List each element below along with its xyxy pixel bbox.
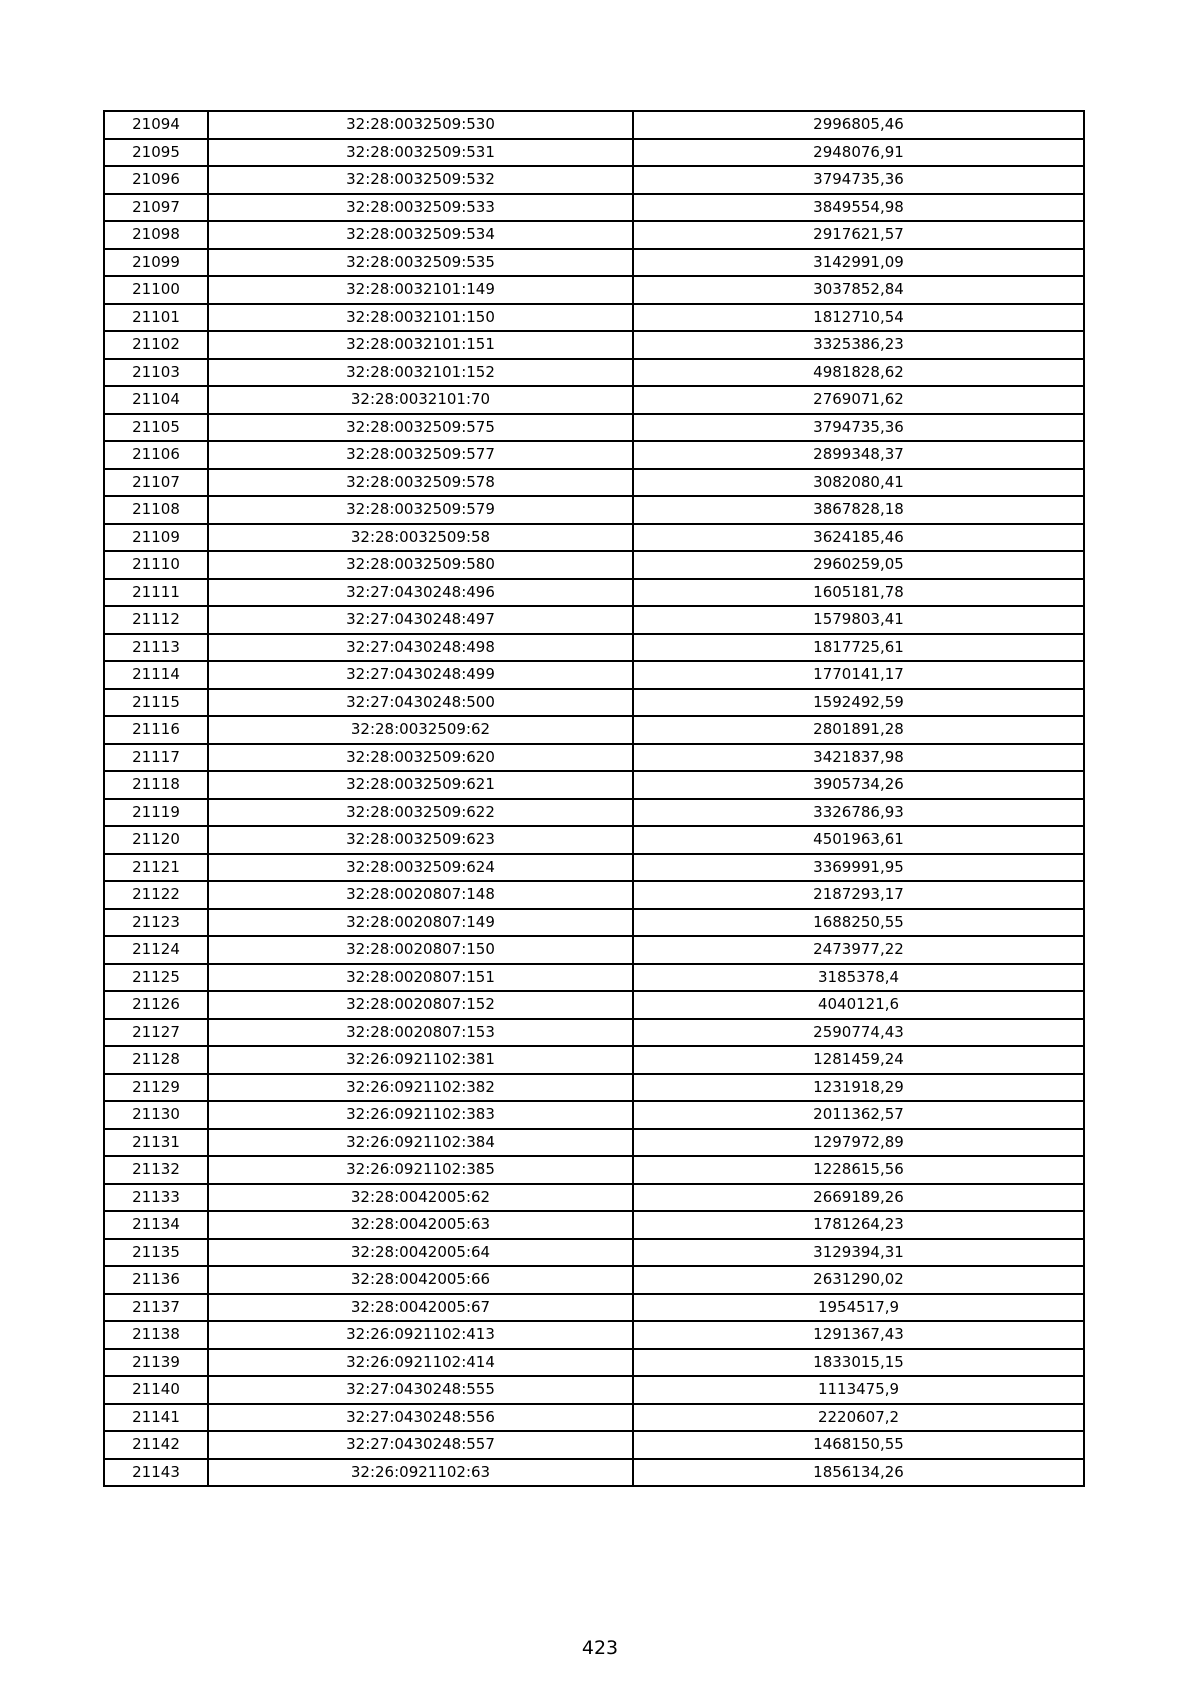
value-cell: 1770141,17 bbox=[633, 661, 1084, 689]
value-cell: 3037852,84 bbox=[633, 276, 1084, 304]
table-row bbox=[104, 689, 1084, 717]
value-cell: 1291367,43 bbox=[633, 1321, 1084, 1349]
table-row bbox=[104, 936, 1084, 964]
cadastral-number-cell: 32:28:0042005:63 bbox=[208, 1211, 633, 1239]
cadastral-number-cell: 32:28:0032509:579 bbox=[208, 496, 633, 524]
row-number-cell: 21116 bbox=[104, 716, 208, 744]
cadastral-number-cell: 32:28:0032509:622 bbox=[208, 799, 633, 827]
cadastral-number-cell: 32:27:0430248:557 bbox=[208, 1431, 633, 1459]
row-number-cell: 21108 bbox=[104, 496, 208, 524]
value-cell: 2473977,22 bbox=[633, 936, 1084, 964]
cadastral-number-cell: 32:26:0921102:63 bbox=[208, 1459, 633, 1487]
table-row bbox=[104, 276, 1084, 304]
row-number-cell: 21117 bbox=[104, 744, 208, 772]
row-number-cell: 21119 bbox=[104, 799, 208, 827]
row-number-cell: 21106 bbox=[104, 441, 208, 469]
cadastral-number-cell: 32:28:0032509:623 bbox=[208, 826, 633, 854]
cadastral-number-cell: 32:26:0921102:385 bbox=[208, 1156, 633, 1184]
cadastral-value-table bbox=[103, 110, 1085, 1487]
table-row bbox=[104, 991, 1084, 1019]
table-row bbox=[104, 221, 1084, 249]
row-number-cell: 21137 bbox=[104, 1294, 208, 1322]
value-cell: 1592492,59 bbox=[633, 689, 1084, 717]
cadastral-number-cell: 32:28:0032509:620 bbox=[208, 744, 633, 772]
value-cell: 3326786,93 bbox=[633, 799, 1084, 827]
row-number-cell: 21104 bbox=[104, 386, 208, 414]
table-row bbox=[104, 1046, 1084, 1074]
value-cell: 1812710,54 bbox=[633, 304, 1084, 332]
value-cell: 1833015,15 bbox=[633, 1349, 1084, 1377]
value-cell: 3325386,23 bbox=[633, 331, 1084, 359]
row-number-cell: 21112 bbox=[104, 606, 208, 634]
cadastral-number-cell: 32:28:0032509:580 bbox=[208, 551, 633, 579]
table-row bbox=[104, 964, 1084, 992]
value-cell: 1579803,41 bbox=[633, 606, 1084, 634]
cadastral-number-cell: 32:26:0921102:383 bbox=[208, 1101, 633, 1129]
row-number-cell: 21110 bbox=[104, 551, 208, 579]
row-number-cell: 21114 bbox=[104, 661, 208, 689]
value-cell: 4981828,62 bbox=[633, 359, 1084, 387]
value-cell: 1113475,9 bbox=[633, 1376, 1084, 1404]
value-cell: 1817725,61 bbox=[633, 634, 1084, 662]
cadastral-number-cell: 32:27:0430248:497 bbox=[208, 606, 633, 634]
row-number-cell: 21130 bbox=[104, 1101, 208, 1129]
row-number-cell: 21120 bbox=[104, 826, 208, 854]
value-cell: 2996805,46 bbox=[633, 111, 1084, 139]
row-number-cell: 21143 bbox=[104, 1459, 208, 1487]
row-number-cell: 21100 bbox=[104, 276, 208, 304]
row-number-cell: 21105 bbox=[104, 414, 208, 442]
row-number-cell: 21103 bbox=[104, 359, 208, 387]
cadastral-number-cell: 32:28:0032509:575 bbox=[208, 414, 633, 442]
row-number-cell: 21126 bbox=[104, 991, 208, 1019]
value-cell: 1605181,78 bbox=[633, 579, 1084, 607]
cadastral-number-cell: 32:26:0921102:414 bbox=[208, 1349, 633, 1377]
cadastral-number-cell: 32:28:0032509:58 bbox=[208, 524, 633, 552]
row-number-cell: 21109 bbox=[104, 524, 208, 552]
value-cell: 1688250,55 bbox=[633, 909, 1084, 937]
cadastral-number-cell: 32:28:0042005:67 bbox=[208, 1294, 633, 1322]
cadastral-number-cell: 32:28:0032509:624 bbox=[208, 854, 633, 882]
table-row bbox=[104, 441, 1084, 469]
value-cell: 2220607,2 bbox=[633, 1404, 1084, 1432]
row-number-cell: 21107 bbox=[104, 469, 208, 497]
table-body bbox=[104, 111, 1084, 1486]
cadastral-number-cell: 32:28:0032509:530 bbox=[208, 111, 633, 139]
cadastral-number-cell: 32:26:0921102:384 bbox=[208, 1129, 633, 1157]
value-cell: 2917621,57 bbox=[633, 221, 1084, 249]
row-number-cell: 21128 bbox=[104, 1046, 208, 1074]
value-cell: 2899348,37 bbox=[633, 441, 1084, 469]
table-row bbox=[104, 111, 1084, 139]
row-number-cell: 21122 bbox=[104, 881, 208, 909]
value-cell: 1468150,55 bbox=[633, 1431, 1084, 1459]
table-row bbox=[104, 359, 1084, 387]
table-row bbox=[104, 579, 1084, 607]
value-cell: 3142991,09 bbox=[633, 249, 1084, 277]
value-cell: 3421837,98 bbox=[633, 744, 1084, 772]
table-row bbox=[104, 1294, 1084, 1322]
cadastral-number-cell: 32:28:0032509:578 bbox=[208, 469, 633, 497]
table-row bbox=[104, 139, 1084, 167]
cadastral-number-cell: 32:27:0430248:499 bbox=[208, 661, 633, 689]
value-cell: 3794735,36 bbox=[633, 166, 1084, 194]
table-row bbox=[104, 1156, 1084, 1184]
value-cell: 2769071,62 bbox=[633, 386, 1084, 414]
row-number-cell: 21131 bbox=[104, 1129, 208, 1157]
cadastral-number-cell: 32:28:0020807:149 bbox=[208, 909, 633, 937]
row-number-cell: 21140 bbox=[104, 1376, 208, 1404]
table-row bbox=[104, 1321, 1084, 1349]
value-cell: 1781264,23 bbox=[633, 1211, 1084, 1239]
table-row bbox=[104, 194, 1084, 222]
table-row bbox=[104, 1376, 1084, 1404]
page-number: 423 bbox=[581, 1637, 619, 1659]
cadastral-number-cell: 32:26:0921102:381 bbox=[208, 1046, 633, 1074]
value-cell: 2960259,05 bbox=[633, 551, 1084, 579]
cadastral-number-cell: 32:27:0430248:555 bbox=[208, 1376, 633, 1404]
cadastral-number-cell: 32:28:0032509:531 bbox=[208, 139, 633, 167]
value-cell: 3867828,18 bbox=[633, 496, 1084, 524]
table-row bbox=[104, 854, 1084, 882]
table-row bbox=[104, 1266, 1084, 1294]
value-cell: 3369991,95 bbox=[633, 854, 1084, 882]
table-row bbox=[104, 1349, 1084, 1377]
table-row bbox=[104, 304, 1084, 332]
cadastral-number-cell: 32:27:0430248:496 bbox=[208, 579, 633, 607]
table-row bbox=[104, 1459, 1084, 1487]
row-number-cell: 21132 bbox=[104, 1156, 208, 1184]
row-number-cell: 21123 bbox=[104, 909, 208, 937]
cadastral-number-cell: 32:27:0430248:498 bbox=[208, 634, 633, 662]
value-cell: 3905734,26 bbox=[633, 771, 1084, 799]
cadastral-number-cell: 32:28:0032101:70 bbox=[208, 386, 633, 414]
value-cell: 2669189,26 bbox=[633, 1184, 1084, 1212]
value-cell: 3794735,36 bbox=[633, 414, 1084, 442]
table-row bbox=[104, 1239, 1084, 1267]
cadastral-number-cell: 32:28:0032509:577 bbox=[208, 441, 633, 469]
value-cell: 1231918,29 bbox=[633, 1074, 1084, 1102]
value-cell: 4040121,6 bbox=[633, 991, 1084, 1019]
table-row bbox=[104, 386, 1084, 414]
cadastral-number-cell: 32:26:0921102:413 bbox=[208, 1321, 633, 1349]
table-row bbox=[104, 469, 1084, 497]
cadastral-number-cell: 32:28:0032101:152 bbox=[208, 359, 633, 387]
cadastral-number-cell: 32:26:0921102:382 bbox=[208, 1074, 633, 1102]
value-cell: 3129394,31 bbox=[633, 1239, 1084, 1267]
value-cell: 2590774,43 bbox=[633, 1019, 1084, 1047]
value-cell: 3185378,4 bbox=[633, 964, 1084, 992]
row-number-cell: 21097 bbox=[104, 194, 208, 222]
cadastral-number-cell: 32:28:0032101:151 bbox=[208, 331, 633, 359]
value-cell: 2801891,28 bbox=[633, 716, 1084, 744]
cadastral-number-cell: 32:28:0032509:533 bbox=[208, 194, 633, 222]
row-number-cell: 21096 bbox=[104, 166, 208, 194]
table-row bbox=[104, 331, 1084, 359]
value-cell: 3082080,41 bbox=[633, 469, 1084, 497]
table-row bbox=[104, 799, 1084, 827]
row-number-cell: 21099 bbox=[104, 249, 208, 277]
table-row bbox=[104, 634, 1084, 662]
cadastral-number-cell: 32:28:0032509:621 bbox=[208, 771, 633, 799]
row-number-cell: 21136 bbox=[104, 1266, 208, 1294]
row-number-cell: 21141 bbox=[104, 1404, 208, 1432]
row-number-cell: 21124 bbox=[104, 936, 208, 964]
cadastral-number-cell: 32:27:0430248:500 bbox=[208, 689, 633, 717]
row-number-cell: 21139 bbox=[104, 1349, 208, 1377]
cadastral-number-cell: 32:28:0020807:153 bbox=[208, 1019, 633, 1047]
row-number-cell: 21094 bbox=[104, 111, 208, 139]
table-row bbox=[104, 661, 1084, 689]
row-number-cell: 21113 bbox=[104, 634, 208, 662]
table-row bbox=[104, 414, 1084, 442]
table-row bbox=[104, 1074, 1084, 1102]
row-number-cell: 21133 bbox=[104, 1184, 208, 1212]
cadastral-number-cell: 32:27:0430248:556 bbox=[208, 1404, 633, 1432]
table-row bbox=[104, 249, 1084, 277]
table-row bbox=[104, 1431, 1084, 1459]
table-row bbox=[104, 496, 1084, 524]
row-number-cell: 21098 bbox=[104, 221, 208, 249]
table-row bbox=[104, 524, 1084, 552]
value-cell: 2948076,91 bbox=[633, 139, 1084, 167]
value-cell: 3849554,98 bbox=[633, 194, 1084, 222]
table-row bbox=[104, 1019, 1084, 1047]
table-row bbox=[104, 1211, 1084, 1239]
cadastral-number-cell: 32:28:0042005:66 bbox=[208, 1266, 633, 1294]
table-row bbox=[104, 551, 1084, 579]
value-cell: 1954517,9 bbox=[633, 1294, 1084, 1322]
value-cell: 3624185,46 bbox=[633, 524, 1084, 552]
table-row bbox=[104, 771, 1084, 799]
table-row bbox=[104, 744, 1084, 772]
table-row bbox=[104, 1129, 1084, 1157]
value-cell: 2011362,57 bbox=[633, 1101, 1084, 1129]
row-number-cell: 21138 bbox=[104, 1321, 208, 1349]
value-cell: 1228615,56 bbox=[633, 1156, 1084, 1184]
cadastral-number-cell: 32:28:0032509:62 bbox=[208, 716, 633, 744]
cadastral-number-cell: 32:28:0020807:150 bbox=[208, 936, 633, 964]
row-number-cell: 21111 bbox=[104, 579, 208, 607]
cadastral-number-cell: 32:28:0032509:535 bbox=[208, 249, 633, 277]
value-cell: 2187293,17 bbox=[633, 881, 1084, 909]
row-number-cell: 21115 bbox=[104, 689, 208, 717]
row-number-cell: 21095 bbox=[104, 139, 208, 167]
value-cell: 4501963,61 bbox=[633, 826, 1084, 854]
row-number-cell: 21102 bbox=[104, 331, 208, 359]
table-row bbox=[104, 716, 1084, 744]
table-row bbox=[104, 166, 1084, 194]
table-row bbox=[104, 1101, 1084, 1129]
cadastral-number-cell: 32:28:0032509:532 bbox=[208, 166, 633, 194]
table-row bbox=[104, 826, 1084, 854]
value-cell: 1856134,26 bbox=[633, 1459, 1084, 1487]
row-number-cell: 21134 bbox=[104, 1211, 208, 1239]
table-row bbox=[104, 606, 1084, 634]
value-cell: 1281459,24 bbox=[633, 1046, 1084, 1074]
row-number-cell: 21118 bbox=[104, 771, 208, 799]
row-number-cell: 21135 bbox=[104, 1239, 208, 1267]
cadastral-number-cell: 32:28:0032509:534 bbox=[208, 221, 633, 249]
value-cell: 1297972,89 bbox=[633, 1129, 1084, 1157]
row-number-cell: 21125 bbox=[104, 964, 208, 992]
row-number-cell: 21142 bbox=[104, 1431, 208, 1459]
cadastral-number-cell: 32:28:0032101:149 bbox=[208, 276, 633, 304]
table-row bbox=[104, 881, 1084, 909]
value-cell: 2631290,02 bbox=[633, 1266, 1084, 1294]
cadastral-number-cell: 32:28:0032101:150 bbox=[208, 304, 633, 332]
table-row bbox=[104, 1404, 1084, 1432]
row-number-cell: 21121 bbox=[104, 854, 208, 882]
cadastral-number-cell: 32:28:0042005:64 bbox=[208, 1239, 633, 1267]
cadastral-number-cell: 32:28:0020807:148 bbox=[208, 881, 633, 909]
cadastral-number-cell: 32:28:0042005:62 bbox=[208, 1184, 633, 1212]
row-number-cell: 21127 bbox=[104, 1019, 208, 1047]
row-number-cell: 21101 bbox=[104, 304, 208, 332]
row-number-cell: 21129 bbox=[104, 1074, 208, 1102]
cadastral-number-cell: 32:28:0020807:152 bbox=[208, 991, 633, 1019]
table-row bbox=[104, 1184, 1084, 1212]
cadastral-number-cell: 32:28:0020807:151 bbox=[208, 964, 633, 992]
table-row bbox=[104, 909, 1084, 937]
